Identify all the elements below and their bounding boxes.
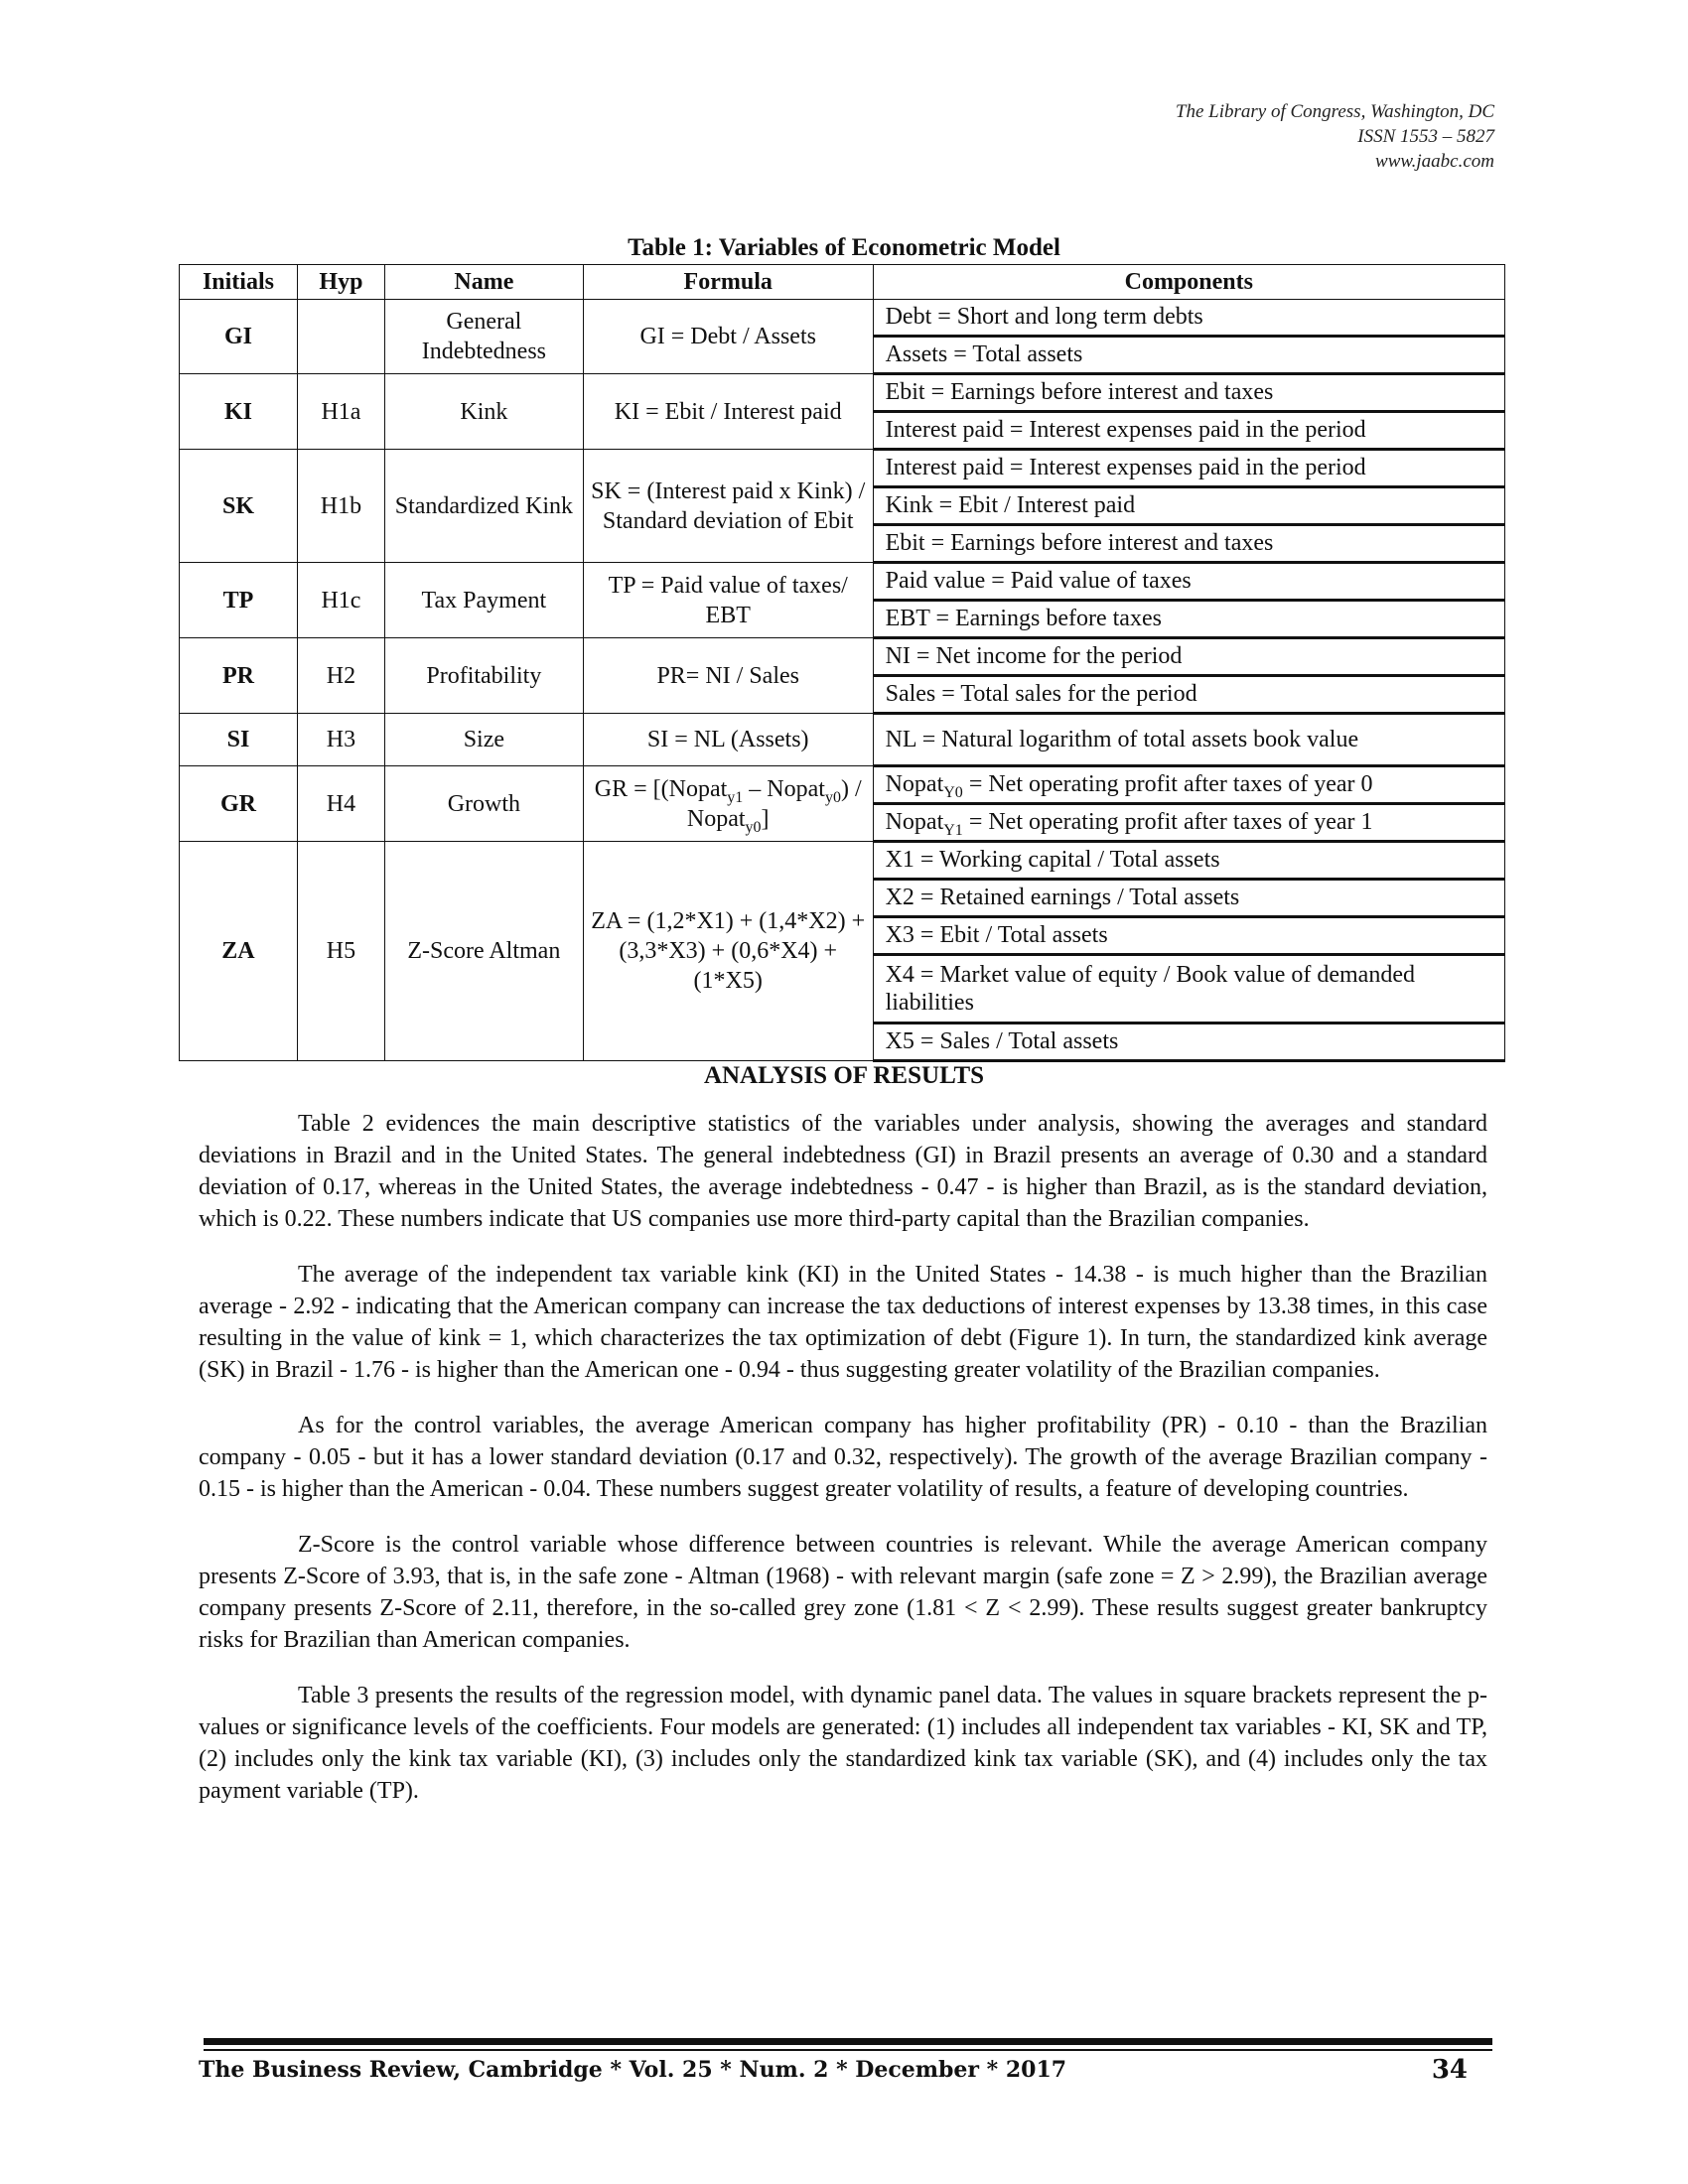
cell-hyp: H2 bbox=[297, 638, 384, 714]
cell-formula: GI = Debt / Assets bbox=[583, 300, 873, 374]
formula-subscript: y1 bbox=[727, 788, 744, 806]
formula-part: – Nopat bbox=[743, 775, 825, 802]
cell-component: Interest paid = Interest expenses paid in the period bbox=[873, 412, 1504, 450]
formula-part: ) / Nopat bbox=[686, 775, 862, 832]
col-header-hyp: Hyp bbox=[297, 265, 384, 300]
table-row bbox=[180, 300, 1505, 337]
cell-hyp: H1b bbox=[297, 450, 384, 563]
cell-component: EBT = Earnings before taxes bbox=[873, 601, 1504, 638]
cell-hyp: H4 bbox=[297, 766, 384, 842]
cell-component: X3 = Ebit / Total assets bbox=[873, 917, 1504, 955]
paragraph: As for the control variables, the average American company has higher profitability (PR) - 0.10 - than the Brazilian company - 0.05 - but it has a lower standard deviation (0.17 and 0.32, respectively). The growth of the average Brazilian company - 0.15 - is higher than the American - 0.04. These numbers suggest greater volatility of results, a feature of developing countries. bbox=[199, 1413, 1487, 1502]
cell-formula: TP = Paid value of taxes/ EBT bbox=[583, 563, 873, 638]
cell-component: NL = Natural logarithm of total assets book value bbox=[873, 714, 1504, 766]
cell-hyp: H1c bbox=[297, 563, 384, 638]
cell-initials: SK bbox=[180, 450, 298, 563]
component-subscript: Y0 bbox=[943, 783, 963, 801]
cell-initials: SI bbox=[180, 714, 298, 766]
cell-component: Ebit = Earnings before interest and taxes bbox=[873, 374, 1504, 412]
cell-component: Assets = Total assets bbox=[873, 337, 1504, 374]
col-header-formula: Formula bbox=[583, 265, 873, 300]
table-row bbox=[180, 450, 1505, 487]
paragraph: Table 3 presents the results of the regression model, with dynamic panel data. The values in square brackets represent the p-values or significance levels of the coefficients. Four models are generated: (1) includes all independent tax variables - KI, SK and TP, (2) includes only the kink tax variable (KI), (3) includes only the standardized kink tax variable (SK), and (4) includes only the tax payment variable (TP). bbox=[199, 1683, 1487, 1804]
cell-initials: ZA bbox=[180, 842, 298, 1061]
table-row bbox=[180, 842, 1505, 880]
header-issn: ISSN 1553 – 5827 bbox=[1357, 126, 1494, 147]
footer-rule-thin bbox=[204, 2049, 1492, 2051]
cell-initials: KI bbox=[180, 374, 298, 450]
cell-name: Profitability bbox=[384, 638, 583, 714]
section-title: ANALYSIS OF RESULTS bbox=[703, 1062, 985, 1089]
cell-formula: ZA = (1,2*X1) + (1,4*X2) + (3,3*X3) + (0,6*X4) + (1*X5) bbox=[583, 842, 873, 1061]
cell-initials: GR bbox=[180, 766, 298, 842]
table-row bbox=[180, 638, 1505, 676]
header-publisher: The Library of Congress, Washington, DC bbox=[1175, 101, 1494, 122]
cell-name: Size bbox=[384, 714, 583, 766]
table-row bbox=[180, 714, 1505, 766]
footer-journal: The Business Review, Cambridge * Vol. 25 * Num. 2 * December * 2017 bbox=[199, 2057, 1067, 2083]
cell-component: Sales = Total sales for the period bbox=[873, 676, 1504, 714]
cell-component: NI = Net income for the period bbox=[873, 638, 1504, 676]
cell-formula: PR= NI / Sales bbox=[583, 638, 873, 714]
cell-name: Z-Score Altman bbox=[384, 842, 583, 1061]
cell-component: X5 = Sales / Total assets bbox=[873, 1024, 1504, 1061]
component-part: = Net operating profit after taxes of year 1 bbox=[962, 809, 1373, 835]
cell-hyp: H3 bbox=[297, 714, 384, 766]
cell-hyp: H1a bbox=[297, 374, 384, 450]
cell-component: Paid value = Paid value of taxes bbox=[873, 563, 1504, 601]
body-text bbox=[199, 1108, 1487, 1831]
paragraph: Z-Score is the control variable whose difference between countries is relevant. While the average American company presents Z-Score of 3.93, that is, in the safe zone - Altman (1968) - with relevant margin (safe zone = Z > 2.99), the Brazilian average company presents Z-Score of 2.11, therefore, in the so-called grey zone (1.81 < Z < 2.99). These results suggest greater bankruptcy risks for Brazilian than American companies. bbox=[199, 1532, 1487, 1653]
cell-initials: TP bbox=[180, 563, 298, 638]
component-part: = Net operating profit after taxes of year 0 bbox=[962, 771, 1373, 797]
table-header-row bbox=[180, 265, 1505, 300]
formula-part: GR = [(Nopat bbox=[594, 775, 728, 802]
cell-formula bbox=[583, 766, 873, 842]
table-title: Table 1: Variables of Econometric Model bbox=[628, 234, 1060, 261]
cell-name: Growth bbox=[384, 766, 583, 842]
paragraph: The average of the independent tax variable kink (KI) in the United States - 14.38 - is much higher than the Brazilian average - 2.92 - indicating that the American company can increase the tax deductions of interest expenses by 13.38 times, in this case resulting in the value of kink = 1, which characterizes the tax optimization of debt (Figure 1). In turn, the standardized kink average (SK) in Brazil - 1.76 - is higher than the American one - 0.94 - thus suggesting greater volatility of the Brazilian companies. bbox=[199, 1262, 1487, 1383]
table-row bbox=[180, 374, 1505, 412]
formula-subscript: y0 bbox=[745, 818, 762, 836]
paragraph: Table 2 evidences the main descriptive statistics of the variables under analysis, showing the averages and standard deviations in Brazil and in the United States. The general indebtedness (GI) in Brazil presents an average of 0.30 and a standard deviation of 0.17, whereas in the United States, the average indebtedness - 0.47 - is higher than Brazil, as is the standard deviation, which is 0.22. These numbers indicate that US companies use more third-party capital than the Brazilian companies. bbox=[199, 1111, 1487, 1232]
cell-component: X4 = Market value of equity / Book value of demanded liabilities bbox=[873, 955, 1504, 1024]
cell-component: Debt = Short and long term debts bbox=[873, 300, 1504, 337]
cell-name: Standardized Kink bbox=[384, 450, 583, 563]
cell-name: General Indebtedness bbox=[384, 300, 583, 374]
cell-name: Kink bbox=[384, 374, 583, 450]
cell-formula: SI = NL (Assets) bbox=[583, 714, 873, 766]
page-number: 34 bbox=[1431, 2055, 1468, 2085]
cell-hyp bbox=[297, 300, 384, 374]
cell-component bbox=[873, 766, 1504, 804]
cell-component bbox=[873, 804, 1504, 842]
cell-initials: GI bbox=[180, 300, 298, 374]
cell-component: X1 = Working capital / Total assets bbox=[873, 842, 1504, 880]
running-header bbox=[1176, 99, 1494, 174]
formula-part: ] bbox=[761, 805, 770, 832]
cell-component: Kink = Ebit / Interest paid bbox=[873, 487, 1504, 525]
cell-initials: PR bbox=[180, 638, 298, 714]
variables-table bbox=[179, 264, 1505, 1062]
cell-component: Ebit = Earnings before interest and taxes bbox=[873, 525, 1504, 563]
col-header-name: Name bbox=[384, 265, 583, 300]
cell-formula: SK = (Interest paid x Kink) / Standard deviation of Ebit bbox=[583, 450, 873, 563]
col-header-components: Components bbox=[873, 265, 1504, 300]
cell-name: Tax Payment bbox=[384, 563, 583, 638]
footer-rule-thick bbox=[204, 2038, 1492, 2045]
component-part: Nopat bbox=[885, 771, 944, 797]
table-row bbox=[180, 563, 1505, 601]
header-website: www.jaabc.com bbox=[1375, 151, 1494, 172]
component-subscript: Y1 bbox=[943, 821, 963, 839]
formula-subscript: y0 bbox=[824, 788, 841, 806]
table-row bbox=[180, 766, 1505, 804]
cell-formula: KI = Ebit / Interest paid bbox=[583, 374, 873, 450]
cell-component: Interest paid = Interest expenses paid in the period bbox=[873, 450, 1504, 487]
cell-component: X2 = Retained earnings / Total assets bbox=[873, 880, 1504, 917]
component-part: Nopat bbox=[885, 809, 944, 835]
cell-hyp: H5 bbox=[297, 842, 384, 1061]
col-header-initials: Initials bbox=[180, 265, 298, 300]
